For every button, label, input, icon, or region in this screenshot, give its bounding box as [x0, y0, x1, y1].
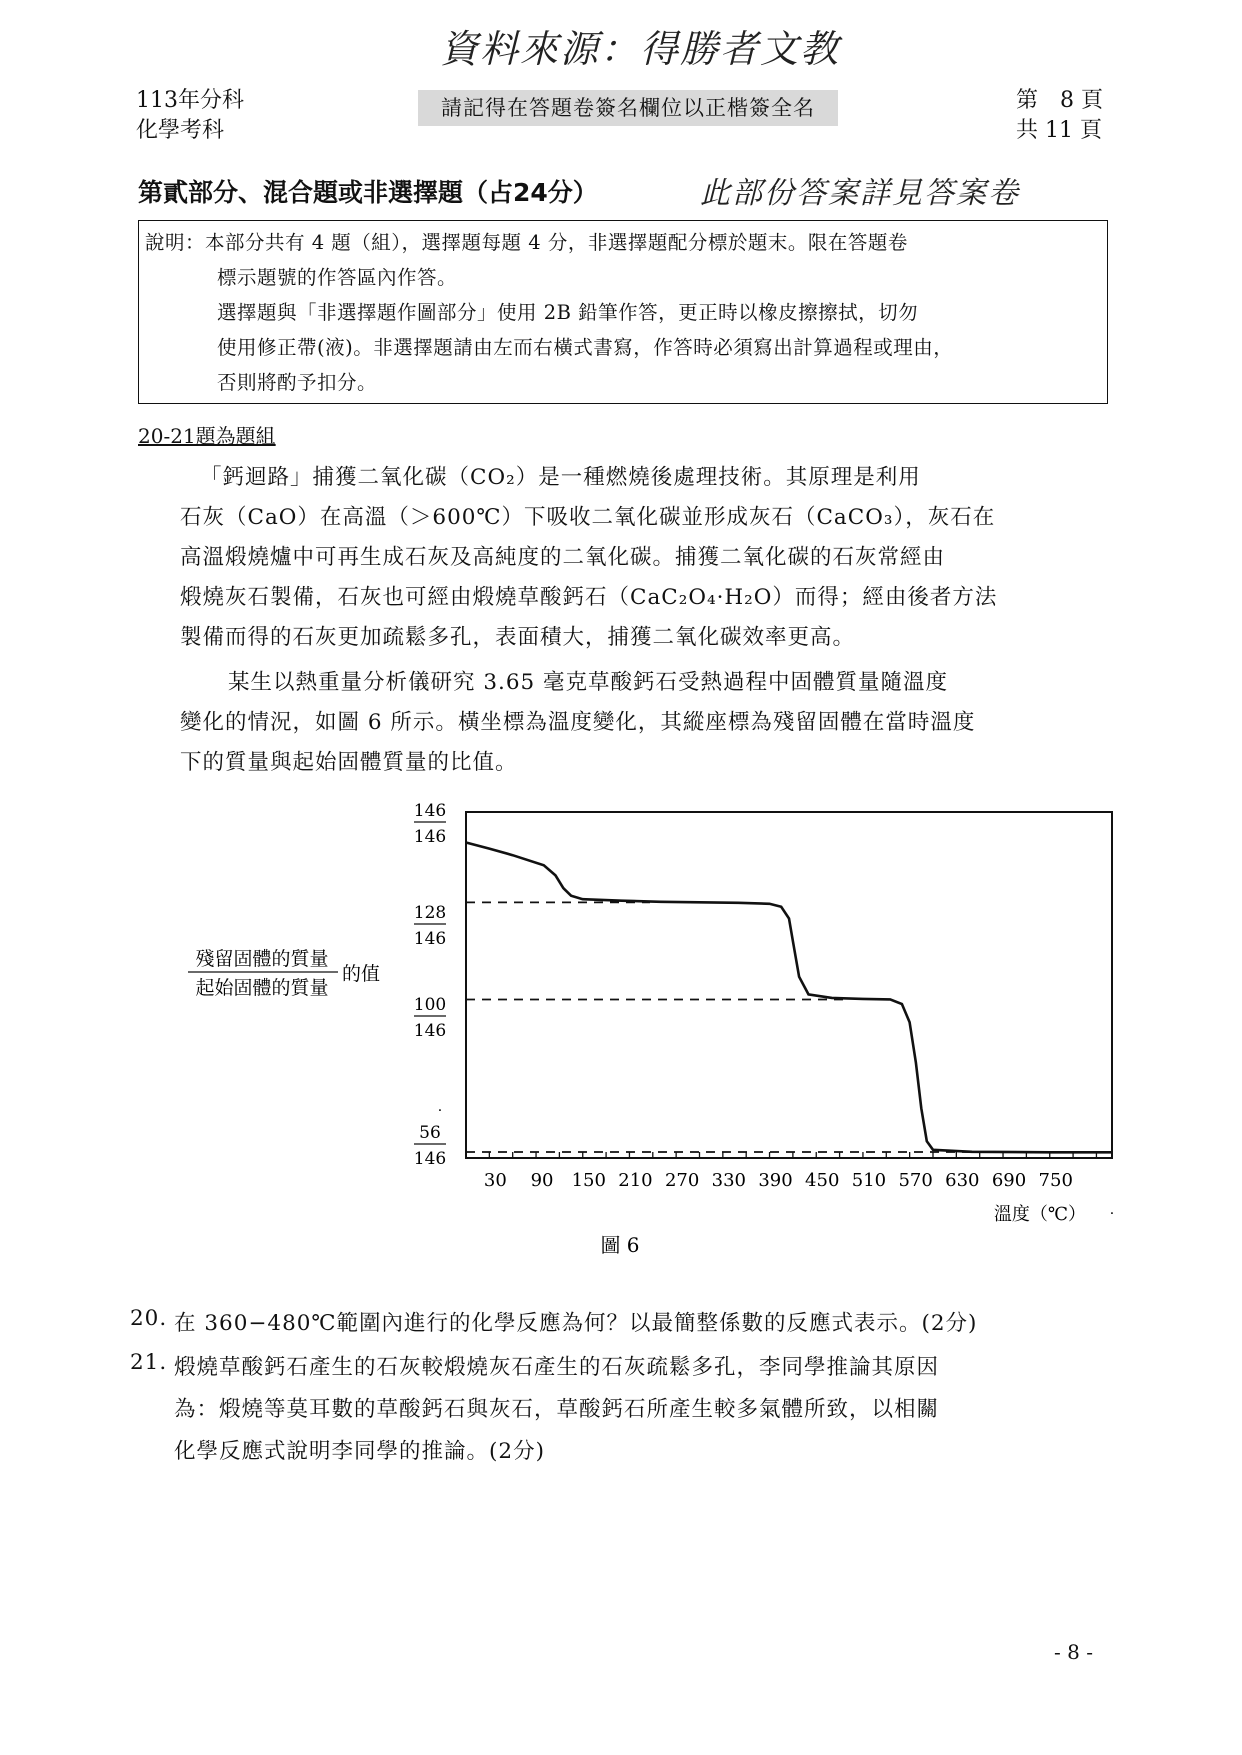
x-tick-label: 390 — [758, 1170, 793, 1191]
instructions-box — [138, 220, 1108, 404]
figure-6-chart — [0, 790, 1242, 1255]
question-21-line: 煅燒草酸鈣石產生的石灰較煅燒灰石產生的石灰疏鬆多孔，李同學推論其原因 — [174, 1355, 940, 1380]
x-tick-label: 450 — [805, 1170, 840, 1191]
instruction-line: 標示題號的作答區內作答。 — [217, 266, 458, 289]
subject-name: 化學考科 — [136, 118, 225, 143]
x-axis-label: 溫度（℃） — [993, 1204, 1087, 1225]
y-tick-numerator: 146 — [413, 801, 447, 821]
handwritten-section-note: 此部份答案詳見答案卷 — [700, 176, 1020, 211]
scan-dot-mark: · — [437, 1103, 443, 1119]
signature-notice: 請記得在答題卷簽名欄位以正楷簽全名 — [418, 90, 838, 126]
passage-line: 「鈣迴路」捕獲二氧化碳（CO₂）是一種燃燒後處理技術。其原理是利用 — [200, 465, 921, 490]
instruction-line: 否則將酌予扣分。 — [217, 371, 378, 394]
x-tick-label: 750 — [1038, 1170, 1073, 1191]
section-title: 第貳部分、混合題或非選擇題（占24分） — [138, 178, 598, 207]
passage-line: 製備而得的石灰更加疏鬆多孔，表面積大，捕獲二氧化碳效率更高。 — [180, 625, 856, 650]
tg-curve — [466, 843, 1112, 1153]
passage-line: 煅燒灰石製備，石灰也可經由煅燒草酸鈣石（CaC₂O₄·H₂O）而得；經由後者方法 — [180, 585, 998, 610]
x-tick-label: 210 — [618, 1170, 653, 1191]
passage-line: 某生以熱重量分析儀研究 3.65 毫克草酸鈣石受熱過程中固體質量隨溫度 — [228, 670, 949, 695]
page-number-label: 第 8 頁 — [1016, 88, 1103, 113]
x-tick-label: 270 — [664, 1170, 700, 1191]
header-right — [1016, 86, 1103, 146]
x-tick-label: 30 — [483, 1170, 507, 1191]
passage-line: 高溫煅燒爐中可再生成石灰及高純度的二氧化碳。捕獲二氧化碳的石灰常經由 — [180, 545, 946, 570]
reference-lines — [466, 902, 1112, 1152]
passage-line: 變化的情況，如圖 6 所示。橫坐標為溫度變化，其縱座標為殘留固體在當時溫度 — [180, 710, 976, 735]
x-tick-label: 90 — [530, 1170, 554, 1191]
x-tick-labels — [484, 1170, 1073, 1191]
y-tick-denominator: 146 — [413, 1021, 447, 1041]
x-tick-label: 630 — [945, 1170, 980, 1191]
instruction-line: 選擇題與「非選擇題作圖部分」使用 2B 鉛筆作答，更正時以橡皮擦擦拭，切勿 — [217, 301, 919, 324]
x-tick-label: 510 — [851, 1170, 887, 1191]
figure-caption: 圖 6 — [600, 1233, 640, 1255]
scan-right-mark: · — [1109, 1206, 1115, 1222]
y-tick-label-3 — [414, 995, 446, 1041]
passage-line: 下的質量與起始固體質量的比值。 — [180, 750, 518, 775]
ylabel-numerator: 殘留固體的質量 — [195, 948, 329, 970]
x-tick-label: 690 — [991, 1170, 1027, 1191]
plot-frame — [466, 812, 1112, 1158]
question-20-number: 20. — [130, 1306, 168, 1331]
page-total-label: 共 11 頁 — [1016, 118, 1102, 143]
y-tick-denominator: 146 — [413, 1149, 447, 1169]
y-tick-numerator: 128 — [413, 903, 447, 923]
question-group-label: 20-21題為題組 — [138, 424, 276, 448]
question-21-line: 為：煅燒等莫耳數的草酸鈣石與灰石，草酸鈣石所產生較多氣體所致，以相關 — [174, 1397, 940, 1422]
ylabel-denominator: 起始固體的質量 — [195, 977, 329, 999]
ylabel-suffix: 的值 — [342, 963, 381, 985]
header-left — [136, 86, 244, 146]
x-tick-label: 150 — [571, 1170, 606, 1191]
footer-page-number: - 8 - — [1054, 1640, 1093, 1664]
question-21-line: 化學反應式說明李同學的推論。(2分) — [174, 1439, 545, 1464]
question-21-number: 21. — [130, 1350, 168, 1375]
y-tick-numerator: 100 — [413, 995, 447, 1015]
passage-line: 石灰（CaO）在高溫（＞600℃）下吸收二氧化碳並形成灰石（CaCO₃），灰石在 — [180, 505, 996, 530]
instruction-line: 說明：本部分共有 4 題（組），選擇題每題 4 分，非選擇題配分標於題末。限在答題卷 — [145, 231, 908, 254]
y-tick-label-1 — [414, 801, 446, 847]
y-tick-label-2 — [414, 903, 446, 949]
y-tick-numerator: 56 — [419, 1123, 441, 1143]
y-tick-label-4 — [414, 1123, 446, 1169]
y-tick-denominator: 146 — [413, 929, 447, 949]
x-tick-label: 570 — [898, 1170, 933, 1191]
question-20-line: 在 360−480℃範圍內進行的化學反應為何？以最簡整係數的反應式表示。(2分) — [174, 1311, 978, 1336]
handwritten-source-note: 資料來源：得勝者文教 — [440, 27, 841, 71]
instruction-line: 使用修正帶(液)。非選擇題請由左而右橫式書寫，作答時必須寫出計算過程或理由， — [217, 336, 954, 359]
year-subject: 113年分科 — [136, 88, 244, 113]
y-tick-denominator: 146 — [413, 827, 447, 847]
x-tick-label: 330 — [711, 1170, 747, 1191]
